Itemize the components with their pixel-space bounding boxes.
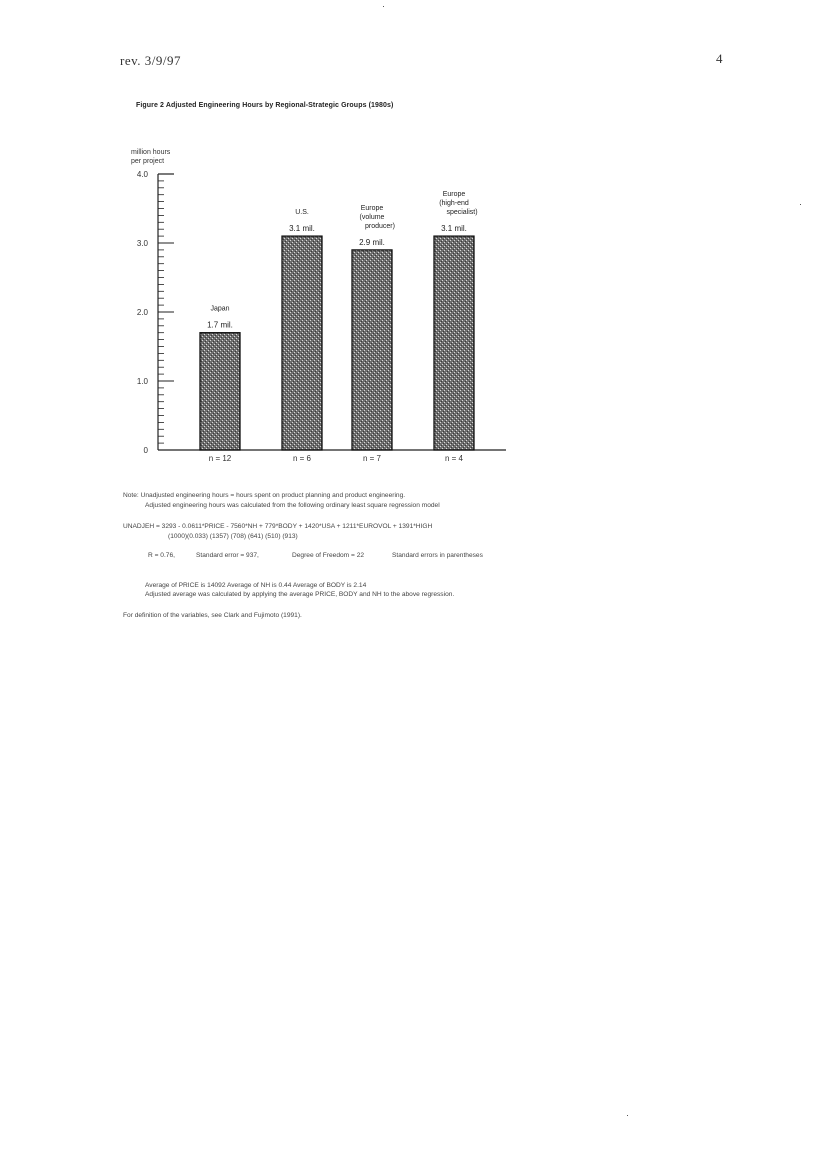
bar-value-label: 3.1 mil.: [441, 224, 467, 234]
category-label: producer): [365, 222, 395, 230]
category-label: Europe: [360, 204, 384, 212]
regression-equation: UNADJEH = 3293 - 0.0611*PRICE - 7560*NH + 779*BODY + 1420*USA + 1211*EUROVOL + 1391*HIGH: [123, 523, 433, 530]
scan-speck: [627, 1115, 628, 1116]
category-label: (volume: [359, 213, 385, 221]
y-axis-label: per project: [131, 158, 165, 165]
sample-size-label: n = 6: [292, 454, 312, 463]
bar-value-label: 3.1 mil.: [289, 224, 315, 234]
category-label: (high-end: [439, 200, 469, 208]
stat-r-squared: R = 0.76,: [148, 552, 175, 559]
sample-size-label: n = 12: [208, 454, 232, 463]
category-label: U.S.: [295, 209, 309, 217]
category-label: specialist): [446, 209, 478, 217]
y-tick-label: 4.0: [136, 170, 148, 179]
scan-speck: [383, 6, 384, 7]
stat-standard-error: Standard error = 937,: [196, 552, 259, 559]
note-line-2: Adjusted engineering hours was calculated from the following ordinary least square regression model: [145, 502, 440, 509]
stat-degrees-of-freedom: Degree of Freedom = 22: [292, 552, 365, 559]
bar: [352, 250, 392, 450]
bar-chart: [110, 140, 530, 470]
averages-line: Average of PRICE is 14092 Average of NH is 0.44 Average of BODY is 2.14: [145, 582, 367, 589]
adjusted-average-line: Adjusted average was calculated by applying the average PRICE, BODY and NH to the above regression.: [145, 591, 455, 598]
y-tick-label: 1.0: [136, 377, 148, 386]
note-line-1: Note: Unadjusted engineering hours = hours spent on product planning and product engineering.: [123, 492, 406, 499]
y-axis-label: million hours: [131, 149, 171, 156]
page-number: 4: [716, 51, 723, 66]
sample-size-label: n = 7: [362, 454, 382, 463]
category-label: Japan: [210, 305, 230, 313]
y-tick-label: 2.0: [136, 308, 148, 317]
bar: [434, 236, 474, 450]
y-tick-label: 0: [143, 446, 148, 455]
standard-errors: (1000)(0.033) (1357) (708) (641) (510) (913): [168, 533, 298, 540]
y-tick-label: 3.0: [136, 239, 148, 248]
bar-value-label: 1.7 mil.: [207, 320, 233, 330]
stat-parentheses-note: Standard errors in parentheses: [392, 552, 483, 559]
bar: [200, 333, 240, 450]
category-label: Europe: [442, 191, 466, 199]
bar-value-label: 2.9 mil.: [359, 237, 385, 247]
definition-line: For definition of the variables, see Clark and Fujimoto (1991).: [123, 612, 302, 619]
bar: [282, 236, 322, 450]
scan-speck: [800, 204, 801, 205]
revision-date: rev. 3/9/97: [120, 53, 181, 68]
figure-title: Figure 2 Adjusted Engineering Hours by Regional-Strategic Groups (1980s): [136, 102, 394, 109]
sample-size-label: n = 4: [444, 454, 464, 463]
